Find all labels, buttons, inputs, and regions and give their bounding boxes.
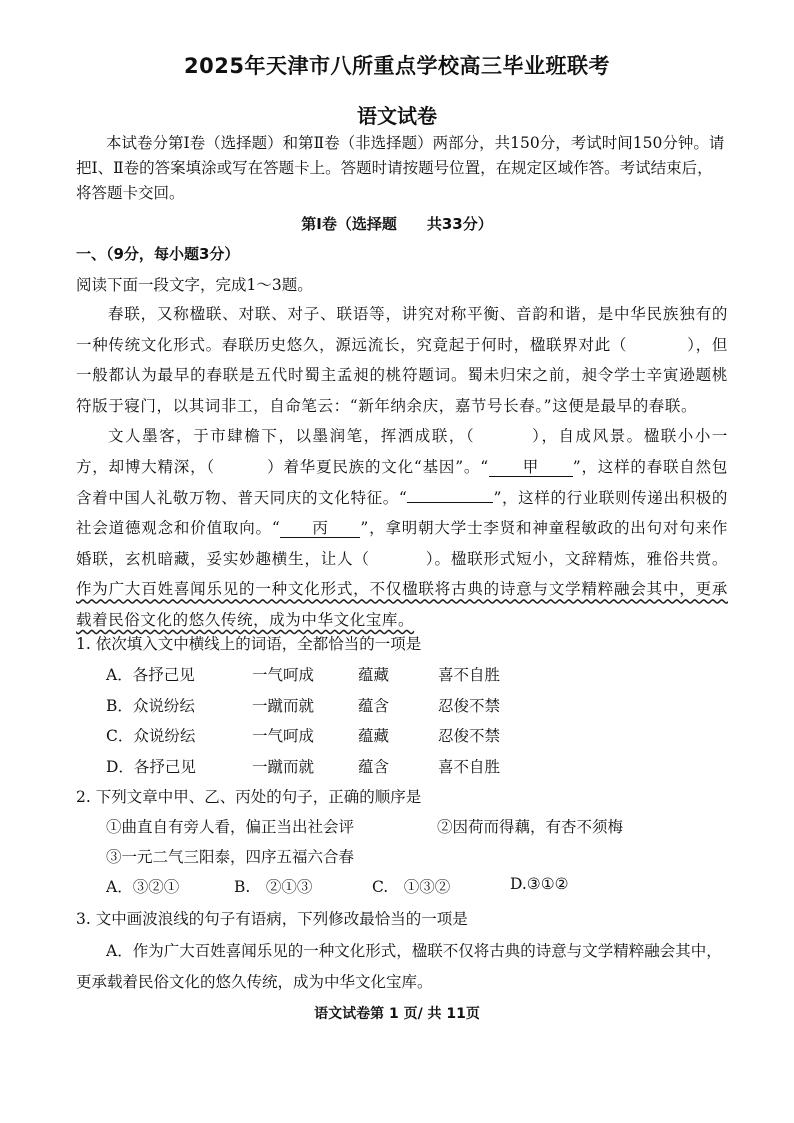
q1-option-a: A．各抒己见 一气呵成 蕴藏 喜不自胜 xyxy=(106,666,501,684)
q2-answer-options xyxy=(106,875,626,897)
q2-option-a: A．③②① xyxy=(106,878,180,896)
instructions-text: 本试卷分第Ⅰ卷（选择题）和第Ⅱ卷（非选择题）两部分，共150分，考试时间150分钟。请把Ⅰ、Ⅱ卷的答案填涂或写在答题卡上。答题时请按题号位置，在规定区域作答。考试结束后，将答题卡交回。 xyxy=(76,134,725,202)
q2-option-d: D.③①② xyxy=(510,875,569,893)
q2-sentence-2: ②因荷而得藕，有杏不须梅 xyxy=(437,818,624,836)
q2-option-c: C. ①③② xyxy=(372,878,451,896)
reading-passage xyxy=(76,299,728,636)
passage-paragraph-2: 文人墨客，于市肆檐下，以墨润笔，挥洒成联，（ ），自成风景。楹联小小一方，却博大精深，（ ）着华夏民族的文化“基因”。“ 甲 ”，这样的春联自然包含着中国人礼敬万物、普天同庆的文化特征。“ ”，这样的行业联则传递出积极的社会道德观念和价值取向。“ 丙 ”，拿明朝大学士李贤和神童程敏政的出句对句来作婚联，玄机暗藏，妥实妙趣横生，让人（ ）。楹联形式短小，文辞精炼，雅俗共赏。作为广大百姓喜闻乐见的一种文化形式，不仅楹联将古典的诗意与文学精粹融会其中，更承载着民俗文化的悠久传统，成为中华文化宝库。 xyxy=(76,427,728,629)
wavy-underlined-sentence: 作为广大百姓喜闻乐见的一种文化形式，不仅楹联将古典的诗意与文学精粹融会其中，更承载着民俗文化的悠久传统，成为中华文化宝库。 xyxy=(76,580,728,629)
exam-title: 2025年天津市八所重点学校高三毕业班联考 xyxy=(184,54,610,78)
q2-option-b: B. ②①③ xyxy=(234,878,313,896)
blank-yi xyxy=(407,502,493,503)
part1-heading: 一、（9分，每小题3分） xyxy=(76,245,240,263)
q2-sentence-1: ①曲直自有旁人看，偏正当出社会评 xyxy=(106,818,355,836)
blank-jia: 甲 xyxy=(489,458,573,477)
question-2-stem: 2. 下列文章中甲、乙、丙处的句子，正确的顺序是 xyxy=(76,788,422,806)
part1-intro: 阅读下面一段文字，完成1～3题。 xyxy=(76,276,313,294)
question-1-stem: 1. 依次填入文中横线上的词语，全都恰当的一项是 xyxy=(76,635,422,653)
blank-bing: 丙 xyxy=(280,519,360,538)
exam-subtitle: 语文试卷 xyxy=(357,104,437,128)
q1-option-c: C．众说纷纭 一气呵成 蕴藏 忍俊不禁 xyxy=(106,727,501,745)
q1-option-b: B．众说纷纭 一蹴而就 蕴含 忍俊不禁 xyxy=(106,697,501,715)
instructions xyxy=(76,131,726,206)
q1-option-d: D．各抒己见 一蹴而就 蕴含 喜不自胜 xyxy=(106,758,501,776)
passage-paragraph-1: 春联，又称楹联、对联、对子、联语等，讲究对称平衡、音韵和谐，是中华民族独有的一种传统文化形式。春联历史悠久，源远流长，究竟起于何时，楹联界对此（ ），但一般都认为最早的春联是五代时蜀主孟昶的桃符题词。蜀未归宋之前，昶令学士辛寅逊题桃符版于寝门，以其词非工，自命笔云：“新年纳余庆，嘉节号长春。”这便是最早的春联。 xyxy=(76,305,728,415)
question-3-stem: 3. 文中画波浪线的句子有语病，下列修改最恰当的一项是 xyxy=(76,910,468,928)
section-title: 第Ⅰ卷（选择题 共33分） xyxy=(301,215,493,233)
page-footer: 语文试卷第 1 页/ 共 11页 xyxy=(314,1006,480,1022)
q2-sentence-3: ③一元二气三阳泰，四序五福六合春 xyxy=(106,848,355,866)
q3-option-a: A．作为广大百姓喜闻乐见的一种文化形式，楹联不仅将古典的诗意与文学精粹融会其中，更承载着民俗文化的悠久传统，成为中华文化宝库。 xyxy=(76,942,722,991)
